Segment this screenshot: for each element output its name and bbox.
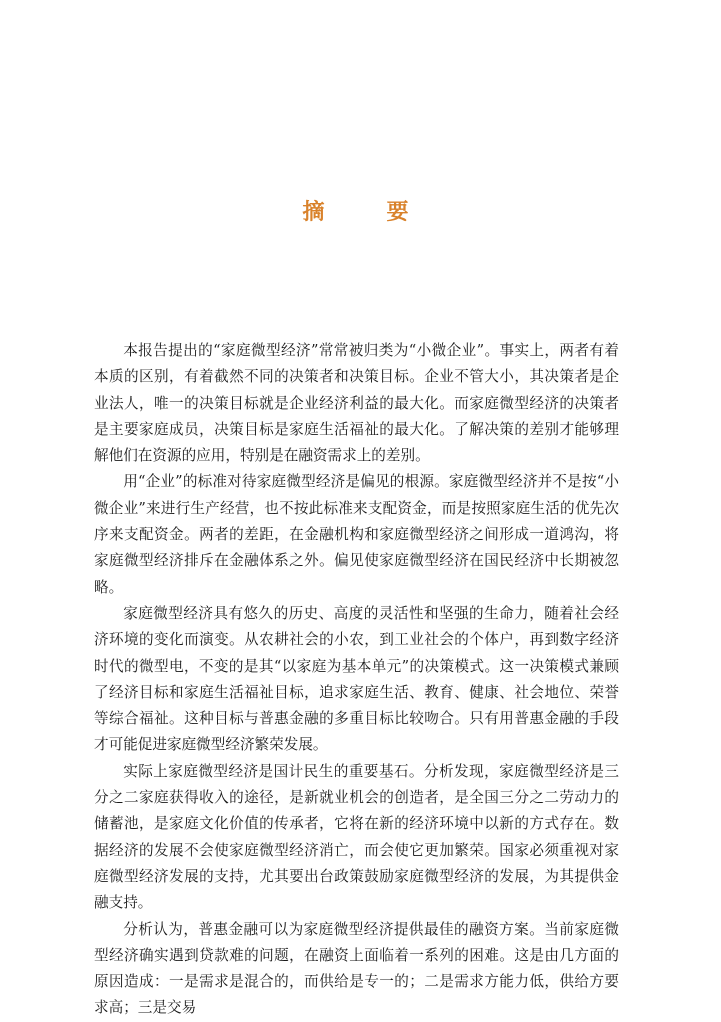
abstract-body	[94, 338, 619, 1022]
paragraph-4: 实际上家庭微型经济是国计民生的重要基石。分析发现，家庭微型经济是三分之二家庭获得收入的途径，是新就业机会的创造者，是全国三分之二劳动力的储蓄池，是家庭文化价值的传承者，它将在新的经济环境中以新的方式存在。数据经济的发展不会使家庭微型经济消亡，而会使它更加繁荣。国家必须重视对家庭微型经济发展的支持，尤其要出台政策鼓励家庭微型经济的发展，为其提供金融支持。	[94, 762, 619, 912]
paragraph-2: 用“企业”的标准对待家庭微型经济是偏见的根源。家庭微型经济并不是按“小微企业”来进行生产经营，也不按此标准来支配资金，而是按照家庭生活的优先次序来支配资金。两者的差距，在金融机构和家庭微型经济之间形成一道鸿沟，将家庭微型经济排斥在金融体系之外。偏见使家庭微型经济在国民经济中长期被忽略。	[94, 473, 619, 596]
page-title: 摘 要	[302, 199, 429, 225]
paragraph-3: 家庭微型经济具有悠久的历史、高度的灵活性和坚强的生命力，随着社会经济环境的变化而演变。从农耕社会的小农，到工业社会的个体户，再到数字经济时代的微型电，不变的是其“以家庭为基本单元”的决策模式。这一决策模式兼顾了经济目标和家庭生活福祉目标，追求家庭生活、教育、健康、社会地位、荣誉等综合福祉。这种目标与普惠金融的多重目标比较吻合。只有用普惠金融的手段才可能促进家庭微型经济繁荣发展。	[94, 604, 619, 754]
paragraph-5: 分析认为，普惠金融可以为家庭微型经济提供最佳的融资方案。当前家庭微型经济确实遇到贷款难的问题，在融资上面临着一系列的困难。这是由几方面的原因造成：一是需求是混合的，而供给是专一的；二是需求方能力低，供给方要求高；三是交易	[94, 920, 619, 1017]
paragraph-1: 本报告提出的“家庭微型经济”常常被归类为“小微企业”。事实上，两者有着本质的区别，有着截然不同的决策者和决策目标。企业不管大小，其决策者是企业法人，唯一的决策目标就是企业经济利益的最大化。而家庭微型经济的决策者是主要家庭成员，决策目标是家庭生活福祉的最大化。了解决策的差别才能够理解他们在资源的应用，特别是在融资需求上的差别。	[94, 342, 619, 465]
